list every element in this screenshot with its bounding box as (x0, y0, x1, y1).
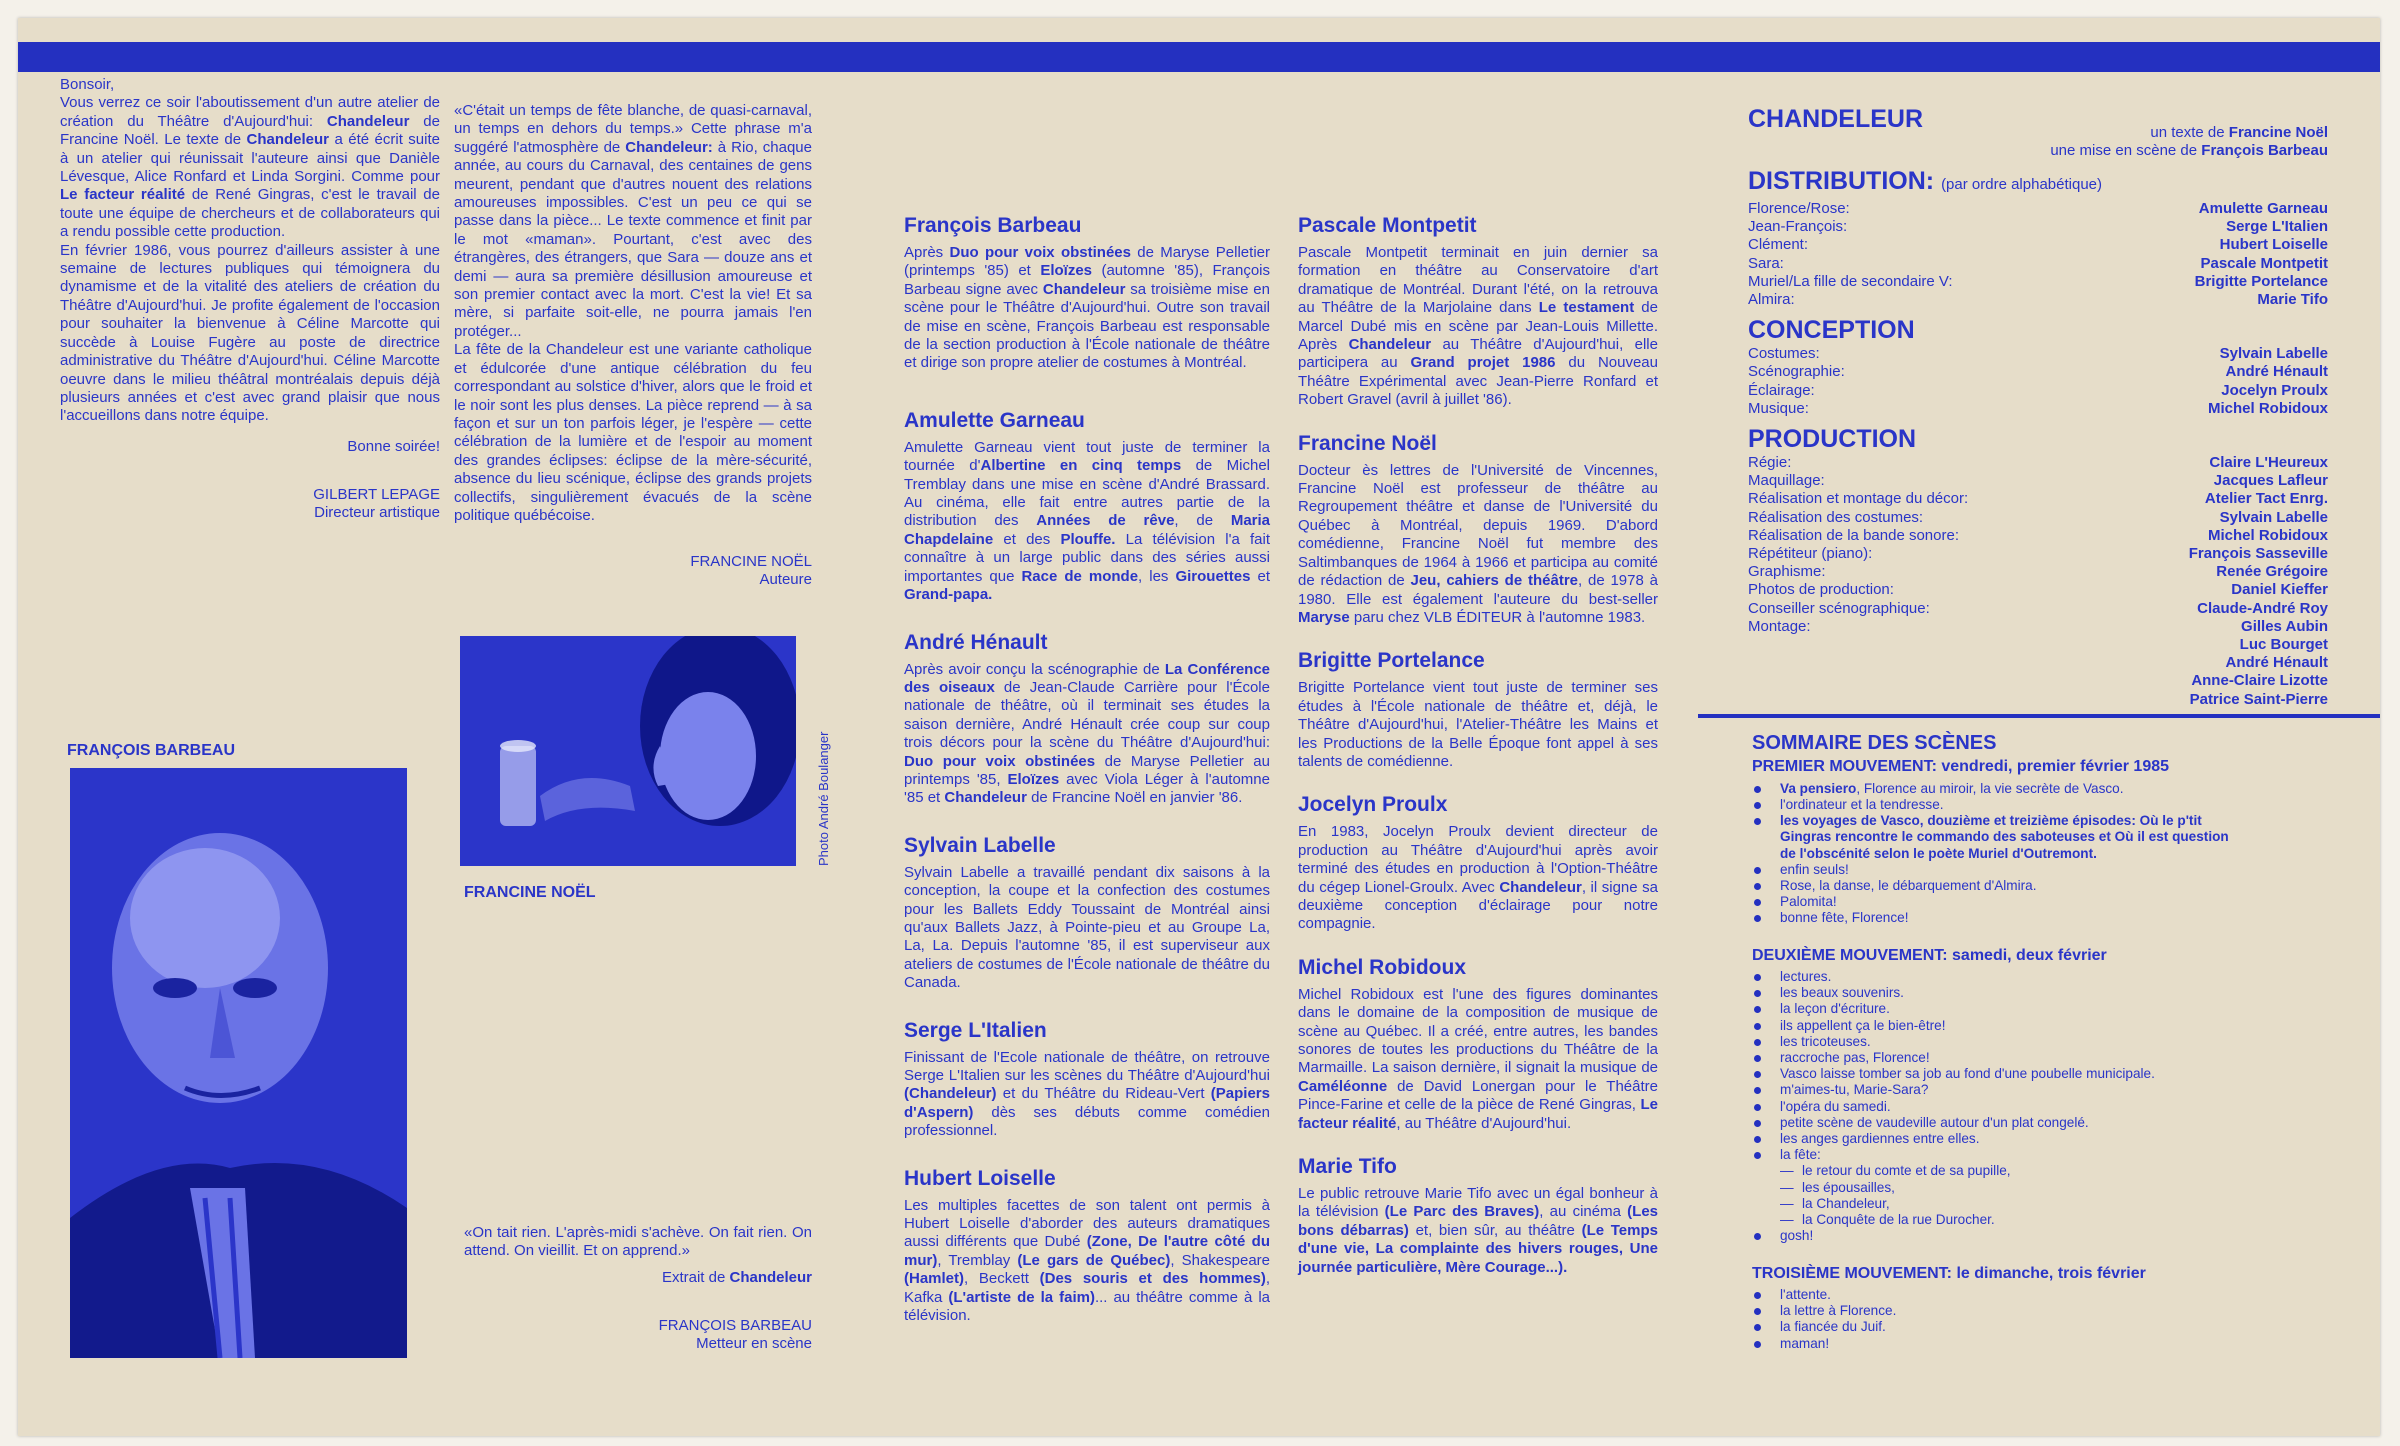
scene-item: Rose, la danse, le débarquement d'Almira. (1752, 878, 2232, 894)
scene-item: ils appellent ça le bien-être! (1752, 1018, 2232, 1034)
credit-name: Michel Robidoux (2208, 399, 2328, 417)
credit-row (1748, 400, 2328, 418)
bio-text: Docteur ès lettres de l'Université de Vincennes, Francine Noël est professeur de théâtre au Regroupement théâtre et danse de l'Université du Québec à Montréal, depuis 1969. D'abord comédienne, Francine Noël fut membre des Saltimbanques de 1964 à 1966 et participa au comité de rédaction de Jeu, cahiers de théâtre, de 1978 à 1980. Elle est également l'auteure du best-seller Maryse paru chez VLB ÉDITEUR à l'automne 1983. (1298, 461, 1658, 626)
credit-name: François Sasseville (2188, 545, 2328, 563)
credit-row (1748, 345, 2328, 363)
credit-row (1748, 236, 2328, 254)
credit-role: Régie: (1748, 454, 1792, 472)
scene-item: Palomita! (1752, 894, 2232, 910)
bio-name: Marie Tifo (1298, 1155, 1397, 1179)
scene-item: l'opéra du samedi. (1752, 1099, 2232, 1115)
bio-text: Brigitte Portelance vient tout juste de terminer ses études à l'École nationale de théâtre et, déjà, le Théâtre d'Aujourd'hui, l'Atelier-Théâtre les Mains et les Productions de la Belle Époque font appel à ses talents de comédienne. (1298, 679, 1658, 770)
scene-item: lectures. (1752, 969, 2232, 985)
scene-subitem: — la Conquête de la rue Durocher. (1780, 1212, 2232, 1228)
bio-block (1298, 432, 1658, 628)
bio-text: Sylvain Labelle a travaillé pendant dix saisons à la conception, la coupe et la confection des costumes pour les Ballets Eddy Toussaint de Montréal ainsi qu'aux Ballets Jazz, à Pointe-pieu et au Groupe La, La, La. Depuis l'automne '85, il est superviseur aux ateliers de costumes de l'École nationale de théâtre du Canada. (904, 863, 1270, 992)
letter1-paragraph-1: Vous verrez ce soir l'aboutissement d'un autre atelier de création du Théâtre d'Aujourd'hui: Chandeleur de Francine Noël. Le texte de Chandeleur a été écrit suite à un atelier qui réunissait l'auteure ainsi que Danièle Lévesque, Alice Ronfard et Linda Sorgini. Comme pour Le facteur réalité de René Gingras, c'est le travail de toute une équipe de chercheurs et de collaborateurs qui a rendu possible cette production. (60, 94, 440, 241)
quote-source: Extrait de Chandeleur (661, 1268, 812, 1286)
scene-item: enfin seuls! (1752, 862, 2232, 878)
play-title: CHANDELEUR (1748, 105, 1923, 133)
bio-block (904, 214, 1270, 373)
credit-role: Sara: (1748, 254, 1784, 272)
photo-credit: Photo André Boulanger (816, 731, 831, 866)
credit-name: Sylvain Labelle (2219, 345, 2328, 363)
credit-name: Jacques Lafleur (2213, 472, 2328, 490)
greeting: Bonsoir, (60, 76, 115, 93)
noel-portrait-photo (460, 636, 796, 866)
credit-name: Pascale Montpetit (2200, 254, 2328, 272)
credits-block (1748, 105, 2328, 709)
scene-item: les tricoteuses. (1752, 1034, 2232, 1050)
scene-item: la lettre à Florence. (1752, 1303, 2232, 1319)
bio-name: Jocelyn Proulx (1298, 793, 1448, 817)
credit-role: Costumes: (1748, 345, 1820, 363)
credit-name: Gilles Aubin (2241, 617, 2328, 635)
barbeau-photo-caption: FRANÇOIS BARBEAU (67, 742, 235, 759)
credit-role: Clément: (1748, 236, 1809, 254)
credit-name: Brigitte Portelance (2194, 272, 2328, 290)
credit-name: Jocelyn Proulx (2221, 381, 2328, 399)
movement-3-list (1752, 1287, 2232, 1352)
scene-item: la fête: — le retour du comte et de sa pupille, — les épousailles, — la Chandeleur, — la Conquête de la rue Durocher. (1752, 1147, 2232, 1228)
production-heading: PRODUCTION (1748, 425, 1917, 454)
director-sig-title: Metteur en scène (696, 1334, 812, 1352)
credit-row (1748, 273, 2328, 291)
bio-block (904, 409, 1270, 605)
credit-name: Renée Grégoire (2216, 563, 2328, 581)
bio-block (1298, 1155, 1658, 1277)
credit-role: Almira: (1748, 291, 1795, 309)
bio-text: En 1983, Jocelyn Proulx devient directeur de production au Théâtre d'Aujourd'hui après avoir terminé des études en production à l'Option-Théâtre du cégep Lionel-Groulx. Avec Chandeleur, il signe sa deuxième conception d'éclairage pour notre compagnie. (1298, 823, 1658, 933)
credit-name: Daniel Kieffer (2231, 581, 2328, 599)
closing: Bonne soirée! (347, 437, 440, 455)
bio-block (1298, 956, 1658, 1133)
director-sig-name: FRANÇOIS BARBEAU (658, 1316, 812, 1334)
credit-role: Maquillage: (1748, 472, 1825, 490)
bio-block (1298, 214, 1658, 410)
scene-subitem: — la Chandeleur, (1780, 1196, 2232, 1212)
credit-role: Répétiteur (piano): (1748, 545, 1873, 563)
scene-item: l'ordinateur et la tendresse. (1752, 797, 2232, 813)
quote-text: «On tait rien. L'après-midi s'achève. On fait rien. On attend. On vieillit. Et on apprend.» (464, 1224, 812, 1260)
credit-row (1748, 672, 2328, 690)
credit-row (1748, 291, 2328, 309)
credit-row (1748, 618, 2328, 636)
bio-block (904, 1019, 1270, 1141)
scene-item: l'attente. (1752, 1287, 2232, 1303)
credit-row (1748, 255, 2328, 273)
letter1-paragraph-2: En février 1986, vous pourrez d'ailleurs assister à une semaine de lectures publiques qui témoignera du dynamisme et de la vitalité des ateliers de création du Théâtre d'Aujourd'hui. Je profite également de l'occasion pour souhaiter la bienvenue à Céline Marcotte qui succède à Louise Fugère au poste de directrice administrative du Théâtre d'Aujourd'hui. Céline Marcotte oeuvre dans le milieu théâtral montréalais depuis déjà plusieurs années et c'est avec grand plaisir que nous l'accueillons dans notre équipe. (60, 241, 440, 425)
credit-name: André Hénault (2225, 654, 2328, 672)
credit-name: Marie Tifo (2257, 291, 2328, 309)
director-signature-name: GILBERT LEPAGE (313, 485, 440, 503)
bios-column-left (904, 214, 1270, 1349)
letter2-paragraph-2: La fête de la Chandeleur est une variante catholique et édulcorée d'une antique célébration du feu correspondant au solstice d'hiver, alors que le froid et le noir sont les plus denses. La pièce reprend — à sa façon et sur un ton parfois léger, je l'espère — cette célébration de la lumière et de l'espoir au moment des grandes éclipses: éclipse de la mère-sécurité, absence du lieu scénique, éclipse des grands projets collectifs, singulièrement évacués de la scène politique québécoise. (454, 341, 812, 524)
fete-sublist (1780, 1163, 2232, 1228)
bio-name: François Barbeau (904, 214, 1082, 237)
bio-text: Michel Robidoux est l'une des figures dominantes dans le domaine de la composition de musique de scène au Québec. Il a créé, entre autres, les bandes sonores de toutes les productions du Théâtre de la Marmaille. La saison dernière, il signait la musique de Caméléonne de David Lonergan pour le Théâtre Pince-Farine et celle de la pièce de René Gingras, Le facteur réalité, au Théâtre d'Aujourd'hui. (1298, 985, 1658, 1132)
bio-text: Finissant de l'Ecole nationale de théâtre, on retrouve Serge L'Italien sur les scènes du Théâtre d'Aujourd'hui (Chandeleur) et du Théâtre du Rideau-Vert (Papiers d'Aspern) dès ses débuts comme comédien professionnel. (904, 1048, 1270, 1140)
author-signature-name: FRANCINE NOËL (690, 553, 812, 571)
bio-block (904, 1167, 1270, 1326)
barbeau-portrait-photo (70, 768, 407, 1358)
bio-text: Les multiples facettes de son talent ont permis à Hubert Loiselle d'aborder des auteurs dramatiques aussi différents que Dubé (Zone, De l'autre côté du mur), Tremblay (Le gars de Québec), Shakespeare (Hamlet), Beckett (Des souris et des hommes), Kafka (L'artiste de la faim)... au théâtre comme à la télévision. (904, 1196, 1271, 1325)
credit-name: Amulette Garneau (2198, 200, 2328, 217)
credit-name: Claire L'Heureux (2209, 454, 2328, 472)
director-signature-title: Directeur artistique (314, 503, 440, 521)
credit-row (1748, 472, 2328, 490)
bios-column-right (1298, 214, 1658, 1301)
bio-name: André Hénault (904, 630, 1048, 654)
movement-2-heading: DEUXIÈME MOUVEMENT: samedi, deux février (1752, 946, 2107, 964)
scene-item: les anges gardiennes entre elles. (1752, 1131, 2232, 1147)
credit-role: Réalisation et montage du décor: (1748, 490, 1969, 508)
credit-name: Atelier Tact Enrg. (2204, 490, 2328, 508)
bio-name: Hubert Loiselle (904, 1166, 1056, 1190)
scene-item: petite scène de vaudeville autour d'un plat congelé. (1752, 1115, 2232, 1131)
noel-photo-caption: FRANCINE NOËL (464, 884, 596, 901)
bio-name: Pascale Montpetit (1298, 214, 1477, 237)
author-signature-title: Auteure (759, 571, 812, 589)
credit-role: Réalisation des costumes: (1748, 508, 1924, 526)
credit-row (1748, 563, 2328, 581)
credit-row (1748, 382, 2328, 400)
credit-name: Luc Bourget (2239, 636, 2328, 654)
scene-item: gosh! (1752, 1228, 2232, 1244)
bio-text: Pascale Montpetit terminait en juin dernier sa formation en théâtre au Conservatoire d'art dramatique de Montréal. Durant l'été, on la retrouva au Théâtre de la Marjolaine dans Le testament de Marcel Dubé mis en scène par Jean-Louis Millette. Après Chandeleur au Théâtre d'Aujourd'hui, elle participera au Grand projet 1986 du Nouveau Théâtre Expérimental avec Jean-Pierre Ronfard et Robert Gravel (avril à juillet '86). (1298, 244, 1658, 409)
scene-item: maman! (1752, 1336, 2232, 1352)
conception-heading: CONCEPTION (1748, 316, 1915, 345)
credit-name: Sylvain Labelle (2219, 508, 2328, 526)
quote-block (464, 1224, 812, 1353)
credit-name: André Hénault (2225, 363, 2328, 381)
credit-name: Hubert Loiselle (2219, 236, 2328, 254)
credit-role: Réalisation de la bande sonore: (1748, 526, 1959, 544)
credit-role: Montage: (1748, 617, 1811, 635)
barbeau-portrait-art (70, 768, 407, 1358)
credit-name: Claude-André Roy (2197, 599, 2328, 617)
credit-role: Jean-François: (1748, 218, 1848, 236)
scene-item: la fiancée du Juif. (1752, 1319, 2232, 1335)
top-blue-band (18, 42, 2380, 72)
credit-row (1748, 363, 2328, 381)
scene-subitem: — les épousailles, (1780, 1180, 2232, 1196)
scene-item: la leçon d'écriture. (1752, 1001, 2232, 1017)
credit-row (1748, 636, 2328, 654)
scene-item: Vasco laisse tomber sa job au fond d'une poubelle municipale. (1752, 1066, 2232, 1082)
bio-name: Francine Noël (1298, 431, 1437, 455)
credit-name: Michel Robidoux (2208, 526, 2328, 544)
credits-divider (1698, 714, 2380, 718)
bio-block (1298, 649, 1658, 771)
bio-name: Serge L'Italien (904, 1018, 1047, 1042)
bio-name: Amulette Garneau (904, 408, 1085, 432)
bio-block (904, 834, 1270, 993)
credit-role: Scénographie: (1748, 363, 1845, 381)
author-letter (454, 102, 812, 589)
scene-item: les voyages de Vasco, douzième et treizième épisodes: Où le p'tit Gingras rencontre le commando des saboteuses et Où il est question de l'obscénité selon le poète Muriel d'Outremont. (1752, 813, 2232, 862)
bio-name: Sylvain Labelle (904, 833, 1056, 857)
credit-name: Serge L'Italien (2226, 218, 2328, 236)
movement-3-heading: TROISIÈME MOUVEMENT: le dimanche, trois février (1752, 1264, 2146, 1282)
movement-2-list (1752, 969, 2232, 1244)
credit-role: Photos de production: (1748, 581, 1894, 599)
bio-text: Après Duo pour voix obstinées de Maryse Pelletier (printemps '85) et Eloïzes (automne '85), François Barbeau signe avec Chandeleur sa troisième mise en scène pour le Théâtre d'Aujourd'hui. Outre son travail de mise en scène, François Barbeau est responsable de la section production à l'École nationale de théâtre et dirige son propre atelier de costumes à Montréal. (904, 244, 1270, 372)
credit-row (1748, 581, 2328, 599)
credit-role: Graphisme: (1748, 563, 1826, 581)
movement-1-heading: PREMIER MOUVEMENT: vendredi, premier février 1985 (1752, 758, 2170, 776)
production-list (1748, 454, 2328, 709)
credit-row (1748, 545, 2328, 563)
play-byline: un texte de Francine Noël une mise en scène de François Barbeau (2050, 124, 2328, 159)
bio-text: Amulette Garneau vient tout juste de terminer la tournée d'Albertine en cinq temps de Michel Tremblay dans une mise en scène d'André Brassard. Au cinéma, elle fait entre autres partie de la distribution des Années de rêve, de Maria Chapdelaine et des Plouffe. La télévision l'a fait connaître à un large public dans des séries aussi importantes que Race de monde, les Girouettes et Grand-papa. (904, 438, 1271, 604)
bio-block (1298, 793, 1658, 933)
noel-portrait-art (460, 636, 796, 866)
scenes-summary (1752, 734, 2232, 1352)
scenes-title: SOMMAIRE DES SCÈNES (1752, 732, 1997, 754)
conception-list (1748, 345, 2328, 418)
letter2-paragraph-1: «C'était un temps de fête blanche, de quasi-carnaval, un temps en dehors du temps.» Cette phrase m'a suggéré l'atmosphère de Chandeleur: à Rio, chaque année, au cours du Carnaval, des centaines de gens meurent, pendant que d'autres nouent des relations amoureuses impossibles. C'est un peu ce qui se passe dans la pièce... Le texte commence et finit par le mot «maman». Pourtant, c'est avec des étrangères, des étrangers, que Sara — douze ans et demi — aura sa première désillusion amoureuse et son premier contact avec la mort. C'est la vie! Et sa mère, si parfaite soit-elle, ne pourra jamais l'en protéger... (454, 102, 812, 340)
movement-1-list (1752, 781, 2232, 927)
credit-row (1748, 691, 2328, 709)
credit-row (1748, 509, 2328, 527)
scene-item: les beaux souvenirs. (1752, 985, 2232, 1001)
credit-role: Florence/Rose: (1748, 200, 1850, 217)
credit-role: Éclairage: (1748, 381, 1815, 399)
credit-role: Muriel/La fille de secondaire V: (1748, 272, 1953, 290)
scene-subitem: — le retour du comte et de sa pupille, (1780, 1163, 2232, 1179)
credit-row (1748, 218, 2328, 236)
scene-item: raccroche pas, Florence! (1752, 1050, 2232, 1066)
credit-row (1748, 654, 2328, 672)
scene-item: m'aimes-tu, Marie-Sara? (1752, 1082, 2232, 1098)
bio-block (904, 631, 1270, 808)
credit-name: Patrice Saint-Pierre (2189, 690, 2328, 708)
credit-row (1748, 527, 2328, 545)
program-sheet (18, 18, 2380, 1436)
bio-text: Après avoir conçu la scénographie de La Conférence des oiseaux de Jean-Claude Carrière pour l'École nationale de théâtre, où il terminait ses études la saison dernière, André Hénault crée coup sur coup trois décors pour la scène du Théâtre d'Aujourd'hui: Duo pour voix obstinées de Maryse Pelletier au printemps '85, Eloïzes avec Viola Léger à l'automne '85 et Chandeleur de Francine Noël en janvier '86. (904, 660, 1271, 807)
credit-row (1748, 200, 2328, 218)
credit-role: Musique: (1748, 399, 1809, 417)
bio-name: Michel Robidoux (1298, 955, 1466, 979)
bio-text: Le public retrouve Marie Tifo avec un égal bonheur à la télévision (Le Parc des Braves), au cinéma (Les bons débarras) et, bien sûr, au théâtre (Le Temps d'une vie, La complainte des hivers rouges, Une journée particulière, Mère Courage...). (1298, 1185, 1658, 1276)
credit-row (1748, 454, 2328, 472)
director-letter (60, 76, 440, 522)
distribution-heading: DISTRIBUTION: (par ordre alphabétique) (1748, 167, 2102, 195)
credit-row (1748, 490, 2328, 508)
credit-role: Conseiller scénographique: (1748, 599, 1930, 617)
credit-row (1748, 600, 2328, 618)
scene-item: Va pensiero, Florence au miroir, la vie secrète de Vasco. (1752, 781, 2232, 797)
bio-name: Brigitte Portelance (1298, 649, 1485, 673)
distribution-list (1748, 200, 2328, 309)
scene-item: bonne fête, Florence! (1752, 910, 2232, 926)
credit-name: Anne-Claire Lizotte (2191, 672, 2328, 690)
